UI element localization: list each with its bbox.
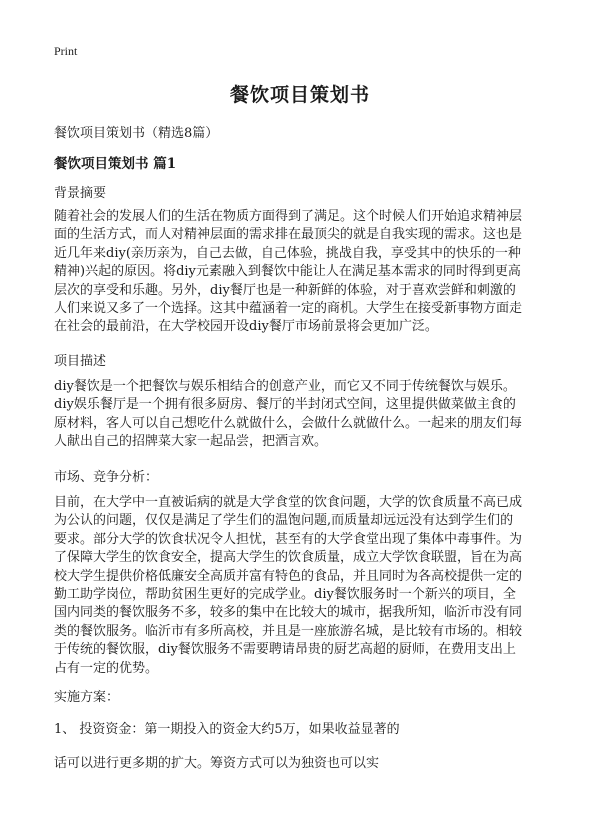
paragraph-line: 校大学生提供价格低廉安全高质并富有特色的食品，并且同时为各高校提供一定的 [54,568,523,584]
paragraph-line: diy餐饮是一个把餐饮与娱乐相结合的创意产业，而它又不同于传统餐饮与娱乐。 [54,379,516,394]
paragraph-line: 占有一定的优势。 [54,660,159,676]
implementation-item-1-continued: 话可以进行更多期的扩大。筹资方式可以为独资也可以实 [54,756,380,771]
paragraph-line: 类的餐饮服务。临沂市有多所高校，并且是一座旅游名城，是比较有市场的。相较 [54,623,523,639]
paragraph-line: 在社会的最前沿，在大学校园开设diy餐厅市场前景将会更加广泛。 [54,319,438,335]
paragraph-line: 为公认的问题，仅仅是满足了学生们的温饱问题,而质量却远远没有达到学生们的 [54,513,514,529]
paragraph-line: 勤工助学岗位，帮助贫困生更好的完成学业。diy餐饮服务时一个新兴的项目，全 [54,587,516,603]
implementation-item-1: 1、 投资资金：第一期投入的资金大约5万，如果收益显著的 [54,722,400,737]
paragraph-line: 原材料，客人可以自己想吃什么就做什么，会做什么就做什么。一起来的朋友们每 [54,415,523,431]
paragraph-line: 国内同类的餐饮服务不多，较多的集中在比较大的城市，据我所知，临沂市没有同 [54,605,523,621]
paragraph-line: 目前，在大学中一直被诟病的就是大学食堂的饮食问题，大学的饮食质量不高已成 [54,495,523,510]
paragraph-line: 人们来说又多了一个选择。这其中蕴涵着一定的商机。大学生在接受新事物方面走 [54,301,523,317]
paragraph-line: 随着社会的发展人们的生活在物质方面得到了满足。这个时候人们开始追求精神层 [54,209,523,224]
market-paragraph [54,494,548,678]
paragraph-line: 面的生活方式，而人对精神层面的需求排在最顶尖的就是自我实现的需求。这也是 [54,227,523,243]
paragraph-line: 人献出自己的招牌菜大家一起品尝，把酒言欢。 [54,434,328,450]
paragraph-line: 精神)兴起的原因。将diy元素融入到餐饮中能让人在满足基本需求的同时得到更高 [54,264,521,280]
page-title: 餐饮项目策划书 [229,84,370,106]
section-heading: 餐饮项目策划书 篇1 [54,156,177,172]
implementation-label: 实施方案： [54,690,120,705]
paragraph-line: 了保障大学生的饮食安全，提高大学生的饮食质量，成立大学饮食联盟，旨在为高 [54,550,523,566]
paragraph-line: 层次的享受和乐趣。另外，diy餐厅也是一种新鲜的体验，对于喜欢尝鲜和刺激的 [54,282,516,298]
paragraph-line: 近几年来diy(亲历亲为，自己去做，自己体验，挑战自我，享受其中的快乐的一种 [54,245,521,261]
description-label: 项目描述 [54,354,107,369]
paragraph-line: 于传统的餐饮服，diy餐饮服务不需要聘请昂贵的厨艺高超的厨师，在费用支出上 [54,642,516,658]
print-link[interactable]: Print [54,44,78,58]
description-paragraph [54,378,548,452]
paragraph-line: 要求。部分大学的饮食状况令人担忧，甚至有的大学食堂出现了集体中毒事件。为 [54,531,523,547]
market-label: 市场、竞争分析： [54,470,159,485]
background-label: 背景摘要 [54,186,107,201]
paragraph-line: diy娱乐餐厅是一个拥有很多厨房、餐厅的半封闭式空间，这里提供做菜做主食的 [54,397,516,413]
background-paragraph [54,208,548,337]
document-subtitle: 餐饮项目策划书（精选8篇） [54,126,219,141]
